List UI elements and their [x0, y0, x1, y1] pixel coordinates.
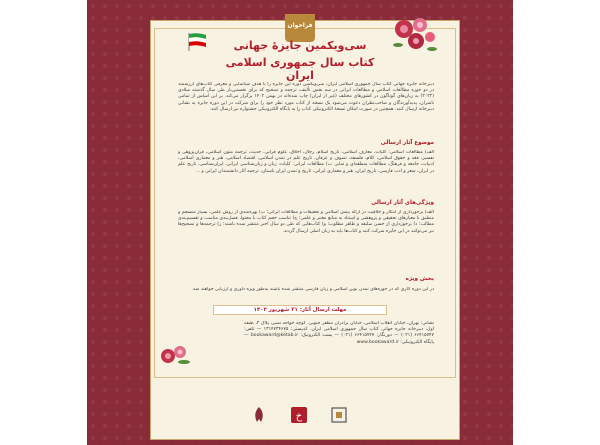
section-heading-topics: موضوع آثار ارسالی: [380, 140, 434, 146]
section-heading-features: ویژگی‌های آثار ارسالی: [371, 200, 434, 206]
contact-info: نشانی: تهران، خیابان انقلاب اسلامی، خیابان برادران مظفر جنوبی، کوچه خواجه نصیر، پلاک ۲، طبقه اول، دبیرخانه جایزه جهانی کتاب سال جمهوری اسلامی ایران. کدپستی: ۱۳۱۴۷۳۴۶۷۵ — تلفن: ۶۶۴۱۵۷۴۷ (۰۲۱) — دورنگار: ۶۶۴۱۵۷۴۷ (۰۲۱) — پست الکترونیک: bookaward@ketab.ir — پایگاه الکترونیکی: www.bookaward.ir: [244, 321, 434, 345]
section-heading-special: بخش ویژه: [405, 276, 434, 282]
flowers-decoration-icon: [158, 342, 192, 368]
flowers-decoration-icon: [390, 15, 440, 55]
section-text-features: الف) برخورداری از ابتکار و خلاقیت در ارائه بینش اسلامی و تحقیقات و مطالعات ایرانی؛ ب) بهره‌مندی از روش علمی، بسیار منسجم و منطبق با معیارهای تحقیقی و پژوهشی و استناد به منابع معتبر و علمی؛ ج) تناسب حجم کتاب با محتوا، فصل‌بندی مناسب و تقسیم‌بندی مطالب؛ د) برخورداری از حسن سلیقه و ظاهر مطلوب؛ و) کتاب‌هایی که طی دو سال اخیر منتشر شده باشند؛ ز) ترجمه‌ها و تصحیح‌ها نیز می‌توانند در این جایزه شرکت کنند و کتاب‌ها باید به زبان اصلی ارسال گردند.: [178, 210, 434, 234]
iran-flag-icon: [187, 33, 207, 51]
section-text-topics: الف) مطالعات اسلامی: کلیات، معارف اسلامی، تاریخ اسلام، رجال، اخلاق، علوم قرآنی، حدیث، ترجمه متون اسلامی، قرآن‌پژوهی و تفسیر، فقه و حقوق اسلامی، کلام، فلسفه، تصوف و عرفان، تاریخ علم در تمدن اسلامی، اقتصاد اسلامی، هنر و معماری اسلامی، ادبیات، جامعه و فرهنگ، مطالعات منطقه‌ای و سایر. ب) مطالعات ایرانی: کلیات، زبان و زبان‌شناسی ایرانی، ایران‌شناسی، تاریخ علم در ایران، شعر و ادب فارسی، تاریخ ایران، هنر و معماری ایرانی، تاریخ و تمدن ایران باستان، ترجمه آثار دانشمندان ایرانی و ...: [178, 150, 434, 174]
title-line-1: سی‌ویکمین جایزهٔ جهانی: [233, 39, 367, 52]
intro-paragraph: دبیرخانه جایزه جهانی کتاب سال جمهوری اسلامی ایران، سی‌ویکمین دوره این جایزه را با هدف شناسایی و معرفی کتاب‌های ارزشمند در دو حوزه مطالعات اسلامی و مطالعات ایرانی در سه بخش تألیف، ترجمه و تصحیح که برای نخستین‌بار طی سال گذشته میلادی (۲۰۲۲) به زبان‌های گوناگون در کشورهای مختلف (غیر از ایران) چاپ شده‌اند در بهمن ۱۴۰۲ برگزار می‌کند. بر این اساس از تمامی ناشران، پدیدآورندگان و صاحب‌نظران دعوت می‌شود یک نسخه از کتاب مورد نظر خود را برای شرکت در این دوره جایزه به نشانی دبیرخانه ارسال کنند. همچنین در صورت امکان نسخهٔ الکترونیکی کتاب را به پایگاه الکترونیکی جشنواره نیز ارسال کنند.: [178, 82, 434, 112]
ministry-emblem-icon: [248, 404, 270, 426]
book-award-logo-icon: [328, 404, 350, 426]
banner-label: فراخوان: [287, 22, 313, 29]
book-house-logo-icon: [288, 404, 310, 426]
deadline-box: مهلت ارسال آثار: ۳۱ شهریور ۱۴۰۲: [213, 305, 387, 315]
section-text-special: در این دوره آثاری که در حوزه‌های تمدن نوین اسلامی و زبان فارسی منتشر شده باشند به‌طور ویژه داوری و ارزیابی خواهند شد.: [191, 287, 434, 292]
title-line-2: کتاب سال جمهوری اسلامی ایران: [225, 56, 375, 82]
svg-text:خ: خ: [295, 411, 303, 422]
